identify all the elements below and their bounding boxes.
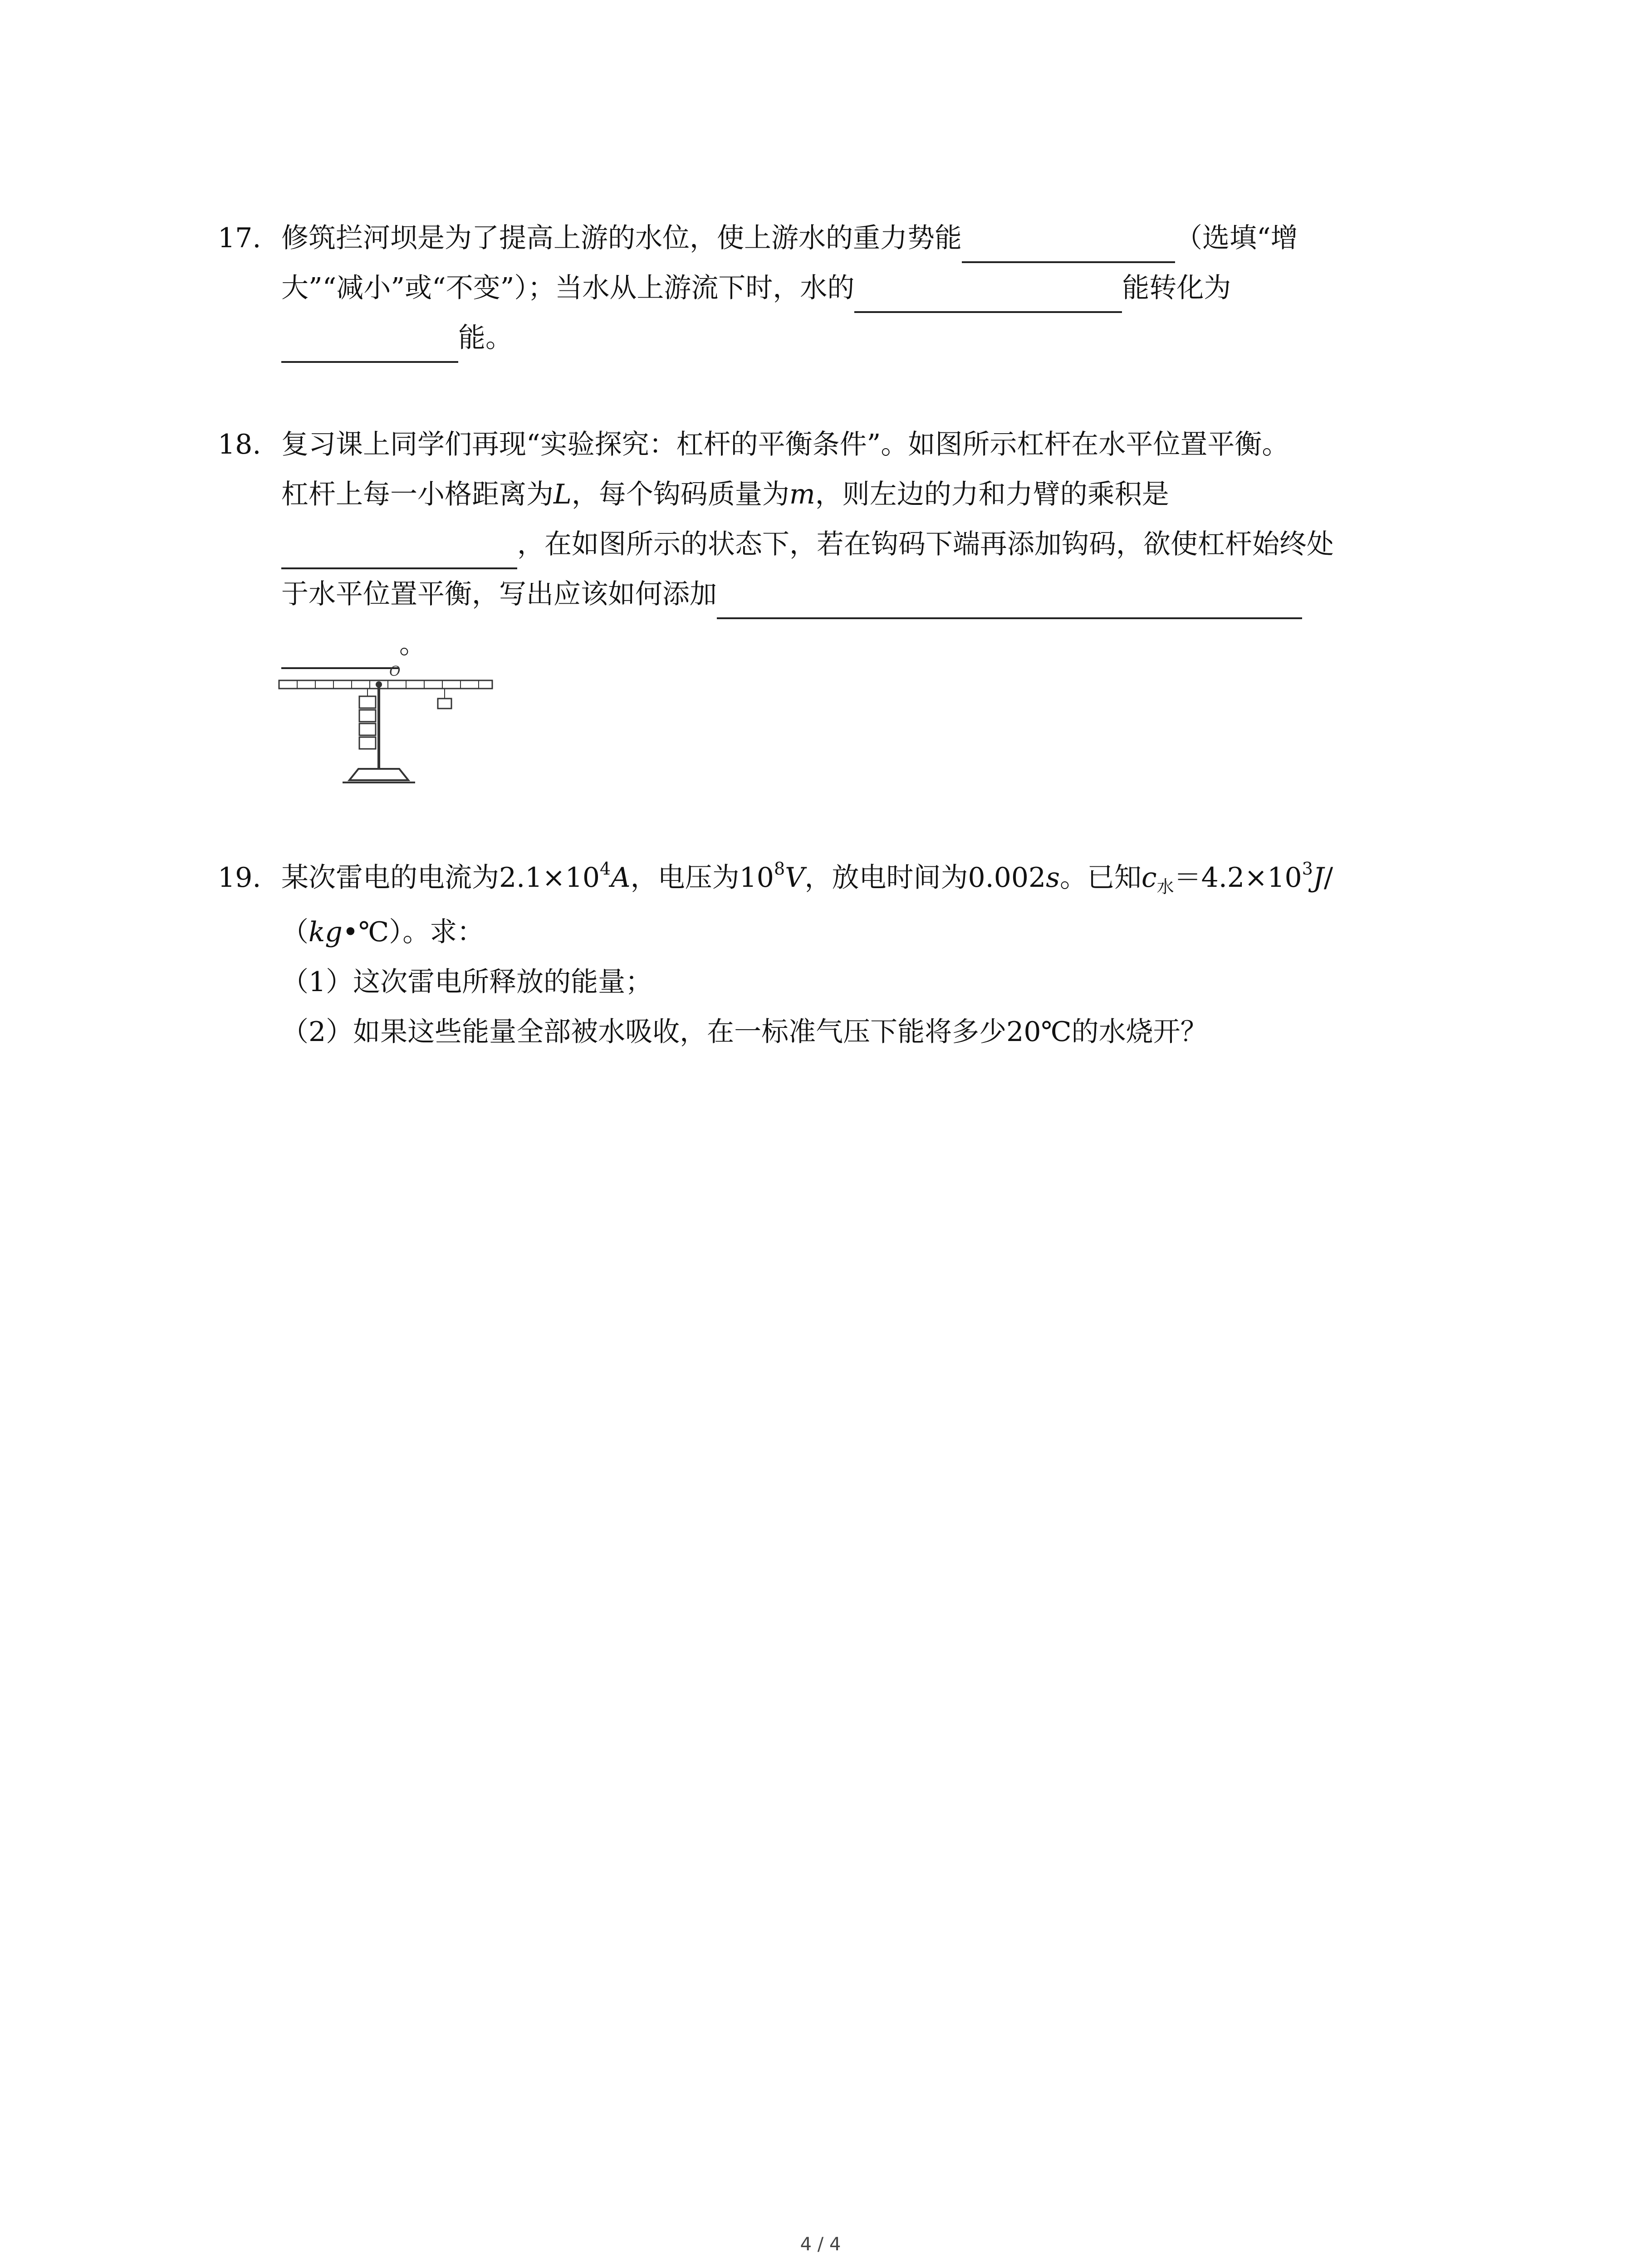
question-line: （kg•℃）。求： (281, 916, 485, 948)
question-line: 。 (281, 619, 426, 669)
variable-m: m (789, 479, 815, 510)
question-line: 能。 (281, 313, 513, 363)
question-line: 大”“减小”或“不变”）；当水从上游流下时，水的 能转化为 (281, 263, 1231, 313)
question-number: 17. (218, 222, 261, 254)
sub-question-2: （2）如果这些能量全部被水吸收，在一标准气压下能将多少20℃的水烧开？ (281, 1016, 1208, 1048)
lever-diagram (277, 660, 504, 796)
answer-blank[interactable] (281, 536, 517, 569)
page-number: 4 / 4 (800, 2234, 841, 2255)
pivot-label: O (389, 664, 401, 679)
question-number: 19. (218, 862, 261, 894)
stand-base (349, 769, 408, 780)
answer-blank[interactable] (281, 329, 458, 363)
answer-blank[interactable] (854, 279, 1122, 313)
answer-blank[interactable] (717, 586, 1302, 619)
answer-blank[interactable] (962, 230, 1175, 263)
question-line: 某次雷电的电流为$2.1\times 10^4A$，电压为$10^8V$，放电时间为0.002s。已知$c_水=4.2\times 10^3J/$ (281, 859, 1333, 897)
question-number: 18. (218, 429, 261, 460)
question-line: ，在如图所示的状态下，若在钩码下端再添加钩码，欲使杠杆始终处 (281, 519, 1334, 569)
left-weights (359, 696, 376, 749)
question-line: 杠杆上每一小格距离为L，每个钩码质量为m，则左边的力和力臂的乘积是 (281, 479, 1169, 510)
question-line: 修筑拦河坝是为了提高上游的水位，使上游水的重力势能 （选填“增 (281, 213, 1298, 263)
question-line: 于水平位置平衡，写出应该如何添加 (281, 569, 1302, 619)
sub-question-1: （1）这次雷电所释放的能量； (281, 966, 653, 998)
right-weight (438, 699, 451, 709)
variable-L: L (554, 479, 572, 510)
question-line: 复习课上同学们再现“实验探究：杠杆的平衡条件”。如图所示杠杆在水平位置平衡。 (281, 429, 1289, 460)
pivot-point (376, 681, 382, 688)
